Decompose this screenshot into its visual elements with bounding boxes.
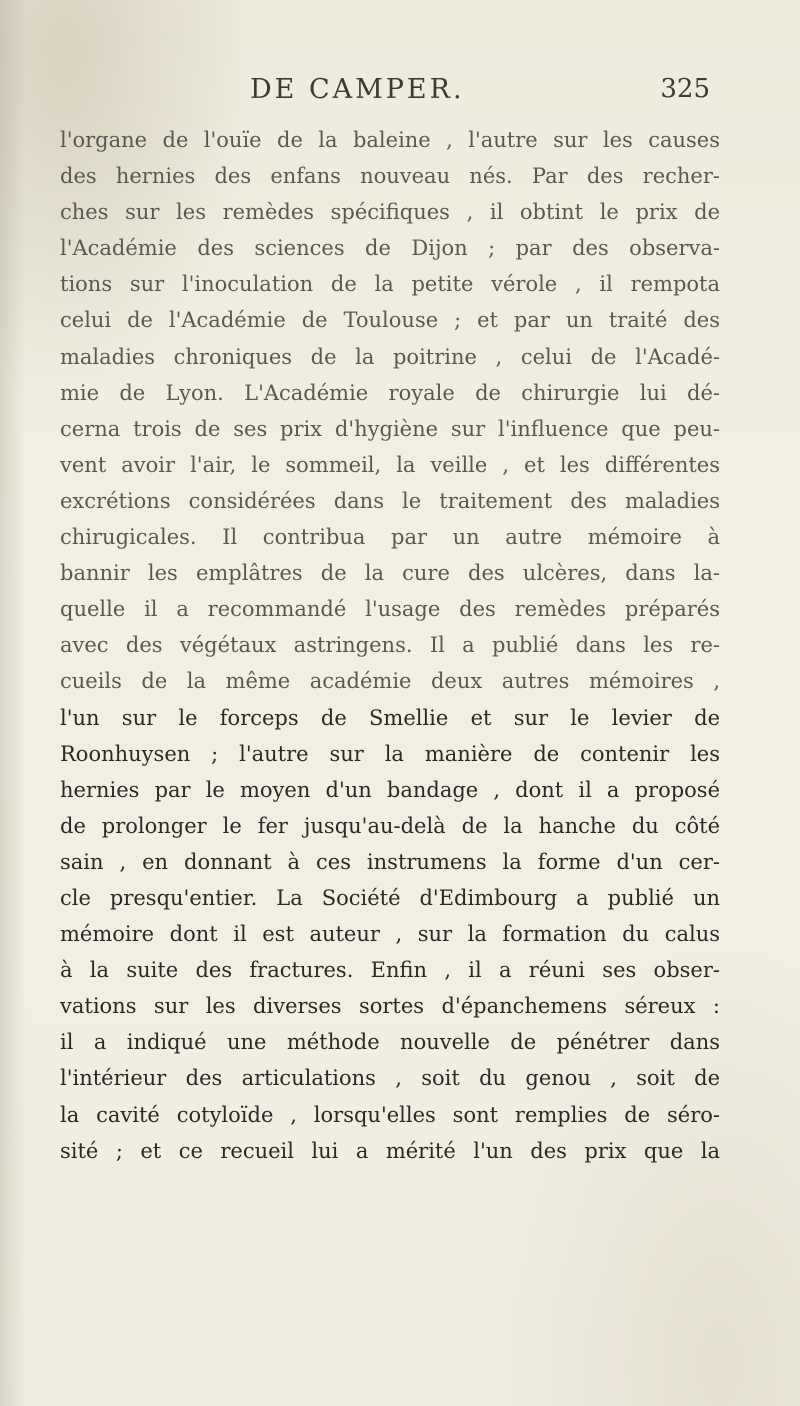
body-text: [60, 122, 720, 1169]
page-gutter-shadow: [0, 0, 26, 1406]
text-line: l'intérieur des articulations , soit du genou , soit de: [60, 1066, 720, 1091]
text-line: cle presqu'entier. La Société d'Edimbourg a publié un: [60, 885, 720, 910]
text-line: Roonhuysen ; l'autre sur la manière de contenir les: [60, 741, 720, 766]
text-line: l'Académie des sciences de Dijon ; par des observa-: [60, 236, 720, 261]
text-line: à la suite des fractures. Enfin , il a réuni ses obser-: [60, 958, 720, 983]
text-line: il a indiqué une méthode nouvelle de pénétrer dans: [60, 1030, 720, 1055]
text-line: hernies par le moyen d'un bandage , dont il a proposé: [60, 777, 720, 802]
text-line: sain , en donnant à ces instrumens la forme d'un cer-: [60, 849, 720, 874]
text-line: cerna trois de ses prix d'hygiène sur l'influence que peu-: [60, 416, 720, 441]
text-line: de prolonger le fer jusqu'au-delà de la hanche du côté: [60, 813, 720, 838]
text-line: vent avoir l'air, le sommeil, la veille , et les différentes: [60, 452, 720, 477]
text-line: l'un sur le forceps de Smellie et sur le levier de: [60, 705, 720, 730]
text-line: bannir les emplâtres de la cure des ulcères, dans la-: [60, 561, 720, 586]
text-line: chirugicales. Il contribua par un autre mémoire à: [60, 525, 720, 550]
text-line: mémoire dont il est auteur , sur la formation du calus: [60, 922, 720, 947]
text-line: des hernies des enfans nouveau nés. Par des recher-: [60, 164, 720, 189]
text-line: tions sur l'inoculation de la petite vérole , il rempota: [60, 272, 720, 297]
text-line: maladies chroniques de la poitrine , celui de l'Acadé-: [60, 344, 720, 369]
text-line: sité ; et ce recueil lui a mérité l'un des prix que la: [60, 1138, 720, 1163]
text-line: ches sur les remèdes spécifiques , il obtint le prix de: [60, 200, 720, 225]
text-line: l'organe de l'ouïe de la baleine , l'autre sur les causes: [60, 128, 720, 152]
text-line: mie de Lyon. L'Académie royale de chirurgie lui dé-: [60, 380, 720, 405]
text-line: excrétions considérées dans le traitement des maladies: [60, 488, 720, 513]
text-line: vations sur les diverses sortes d'épanchemens séreux :: [60, 994, 720, 1019]
text-line: quelle il a recommandé l'usage des remèdes préparés: [60, 597, 720, 622]
running-title: DE CAMPER.: [250, 74, 465, 105]
text-line: avec des végétaux astringens. Il a publié dans les re-: [60, 633, 720, 658]
page-number: 325: [660, 74, 710, 104]
text-line: la cavité cotyloïde , lorsqu'elles sont remplies de séro-: [60, 1102, 720, 1127]
text-line: cueils de la même académie deux autres mémoires ,: [60, 669, 720, 694]
running-head: [60, 74, 710, 120]
text-line: celui de l'Académie de Toulouse ; et par un traité des: [60, 308, 720, 333]
